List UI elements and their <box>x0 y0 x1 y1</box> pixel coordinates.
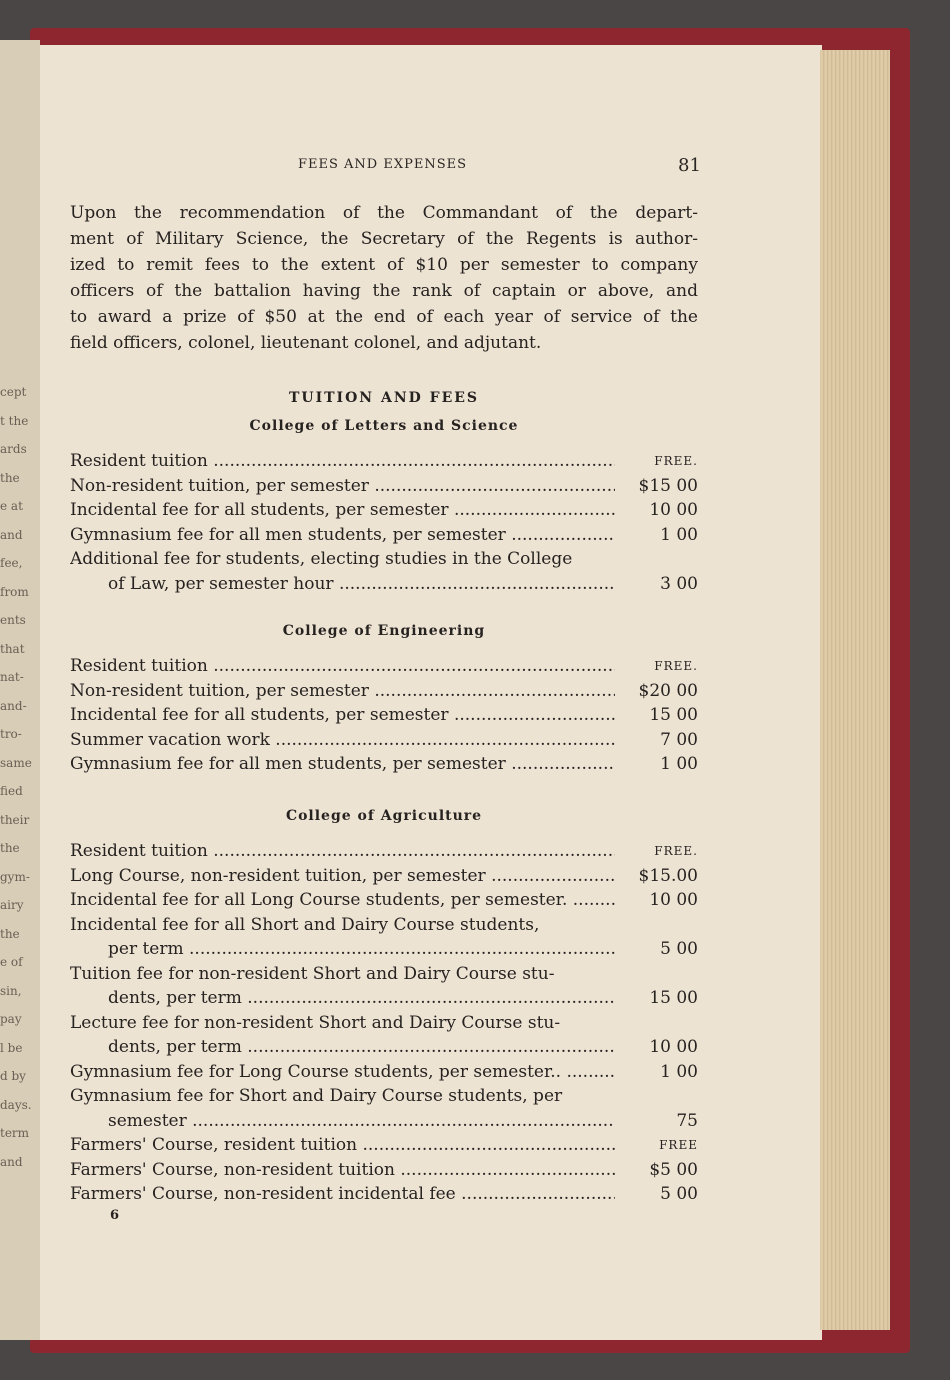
intro-line: ment of Military Science, the Secretary of the Regents is author- <box>70 229 698 249</box>
fee-label: Gymnasium fee for Long Course students, per semester.. ..... <box>70 1060 615 1084</box>
fee-row <box>70 474 698 499</box>
fee-row <box>70 888 698 913</box>
fee-label: semester ..... <box>108 1109 615 1133</box>
fee-label: Incidental fee for all Short and Dairy Course students, <box>70 914 540 935</box>
fee-row <box>70 1109 698 1134</box>
fee-label: Incidental fee for all students, per semester ..... <box>70 498 615 522</box>
fee-row <box>70 1182 698 1207</box>
fee-row <box>70 523 698 548</box>
fee-row <box>70 962 698 987</box>
fee-row <box>70 679 698 704</box>
fee-amount: 1 00 <box>660 754 698 774</box>
fee-amount: FREE. <box>654 454 698 468</box>
fee-label: Incidental fee for all Long Course students, per semester. ..... <box>70 888 615 912</box>
facing-page-fragment: nat- <box>0 670 24 684</box>
fee-row <box>70 839 698 864</box>
facing-page-fragment: the <box>0 470 20 485</box>
intro-paragraph <box>70 200 698 356</box>
fee-label: Additional fee for students, electing studies in the College <box>70 549 573 569</box>
facing-page-fragment: tro- <box>0 727 22 741</box>
fee-amount: 15 00 <box>649 705 698 725</box>
intro-line: ized to remit fees to the extent of $10 per semester to company <box>70 255 698 275</box>
fee-row <box>70 654 698 679</box>
fee-amount: FREE. <box>654 659 698 673</box>
main-heading: TUITION AND FEES <box>288 390 480 406</box>
facing-page-fragment: the <box>0 841 20 855</box>
section-title: College of Agriculture <box>285 808 483 824</box>
facing-page-fragment: term <box>0 1126 30 1140</box>
fee-label: Gymnasium fee for Short and Dairy Course students, per <box>70 1086 563 1106</box>
fee-row <box>70 1084 698 1109</box>
fee-list <box>70 654 698 777</box>
fee-label: dents, per term ..... <box>108 1035 615 1059</box>
fee-row <box>70 572 698 597</box>
section-title: College of Engineering <box>282 623 486 639</box>
fee-row <box>70 449 698 474</box>
fee-label: Gymnasium fee for all men students, per semester ..... <box>70 523 615 547</box>
fee-amount: 10 00 <box>649 1037 698 1057</box>
fee-label: Lecture fee for non-resident Short and Dairy Course stu- <box>70 1012 561 1033</box>
fee-row <box>70 703 698 728</box>
facing-page-fragment: fied <box>0 784 23 798</box>
fee-row <box>70 864 698 889</box>
facing-page-fragment: d by <box>0 1069 26 1083</box>
intro-line: to award a prize of $50 at the end of each year of service of the <box>70 307 698 327</box>
fee-label: Summer vacation work ..... <box>70 728 615 752</box>
facing-page-fragment: gym- <box>0 869 30 884</box>
fee-amount: 7 00 <box>660 729 698 750</box>
fee-amount: 10 00 <box>649 890 698 910</box>
fee-list <box>70 449 698 596</box>
fee-amount: 3 00 <box>660 573 698 594</box>
fee-amount: $15.00 <box>638 865 698 886</box>
facing-page-fragment: and- <box>0 698 27 713</box>
facing-page-fragment: e at <box>0 499 23 513</box>
fee-label: Farmers' Course, resident tuition ..... <box>70 1133 615 1157</box>
fee-amount: $5 00 <box>649 1159 698 1180</box>
fee-amount: 1 00 <box>660 1061 698 1082</box>
fee-label: Long Course, non-resident tuition, per semester ..... <box>70 864 615 888</box>
page-number: 81 <box>678 155 701 176</box>
fee-label: of Law, per semester hour ..... <box>108 572 615 596</box>
fee-amount: 1 00 <box>660 524 698 545</box>
facing-page-fragment: their <box>0 812 30 827</box>
fee-row <box>70 1035 698 1060</box>
fee-label: dents, per term ..... <box>108 986 615 1010</box>
facing-page-fragment: airy <box>0 898 24 912</box>
fee-row <box>70 1011 698 1036</box>
facing-page-fragment: pay <box>0 1012 22 1026</box>
fee-amount: 10 00 <box>649 500 698 520</box>
facing-page-edge <box>0 40 40 1340</box>
fee-row <box>70 498 698 523</box>
fee-amount: 5 00 <box>660 939 698 959</box>
facing-page-fragment: days. <box>0 1097 32 1112</box>
signature-mark: 6 <box>110 1208 120 1223</box>
fee-list <box>70 839 698 1207</box>
fee-label: per term ..... <box>108 937 615 961</box>
fee-label: Farmers' Course, non-resident tuition ..... <box>70 1158 615 1182</box>
fee-row <box>70 728 698 753</box>
facing-page-fragment: and <box>0 1154 23 1169</box>
fee-row <box>70 1133 698 1158</box>
facing-page-fragment: same <box>0 755 32 770</box>
fee-label: Farmers' Course, non-resident incidental fee ..... <box>70 1182 615 1206</box>
fee-label: Tuition fee for non-resident Short and Dairy Course stu- <box>70 963 555 984</box>
fee-amount: $15 00 <box>638 475 698 496</box>
fee-amount: $20 00 <box>638 680 698 701</box>
facing-page-fragment: t the <box>0 413 29 428</box>
fee-label: Incidental fee for all students, per semester ..... <box>70 703 615 727</box>
fee-row <box>70 913 698 938</box>
facing-page-fragment: sin, <box>0 983 22 998</box>
facing-page-fragment: that <box>0 641 25 656</box>
fee-label: Resident tuition ..... <box>70 449 615 473</box>
facing-page-fragment: from <box>0 584 29 599</box>
facing-page-fragment: ents <box>0 613 26 627</box>
facing-page-fragment: fee, <box>0 556 23 570</box>
fee-row <box>70 1060 698 1085</box>
intro-line: field officers, colonel, lieutenant colonel, and adjutant. <box>70 333 542 353</box>
fee-label: Gymnasium fee for all men students, per semester ..... <box>70 752 615 776</box>
fee-row <box>70 547 698 572</box>
fee-amount: 5 00 <box>660 1184 698 1204</box>
fee-row <box>70 1158 698 1183</box>
fee-amount: 15 00 <box>649 988 698 1008</box>
page-fore-edge <box>820 50 890 1330</box>
facing-page-fragment: cept <box>0 385 27 399</box>
fee-label: Non-resident tuition, per semester ..... <box>70 474 615 498</box>
fee-row <box>70 937 698 962</box>
fee-amount: 75 <box>676 1110 698 1131</box>
fee-amount: FREE. <box>654 844 698 858</box>
fee-label: Non-resident tuition, per semester ..... <box>70 679 615 703</box>
facing-page-fragment: ards <box>0 442 27 456</box>
facing-page-fragment: the <box>0 926 20 941</box>
fee-label: Resident tuition ..... <box>70 654 615 678</box>
intro-line: Upon the recommendation of the Commandant of the depart- <box>70 203 698 223</box>
facing-page-fragment: and <box>0 527 23 542</box>
intro-line: officers of the battalion having the rank of captain or above, and <box>70 281 698 301</box>
fee-row <box>70 986 698 1011</box>
fee-amount: FREE <box>659 1138 698 1152</box>
fee-label: Resident tuition ..... <box>70 839 615 863</box>
facing-page-fragment: l be <box>0 1040 23 1055</box>
fee-row <box>70 752 698 777</box>
section-title: College of Letters and Science <box>249 418 519 434</box>
facing-page-fragment: e of <box>0 955 23 969</box>
running-title: FEES AND EXPENSES <box>298 157 468 172</box>
